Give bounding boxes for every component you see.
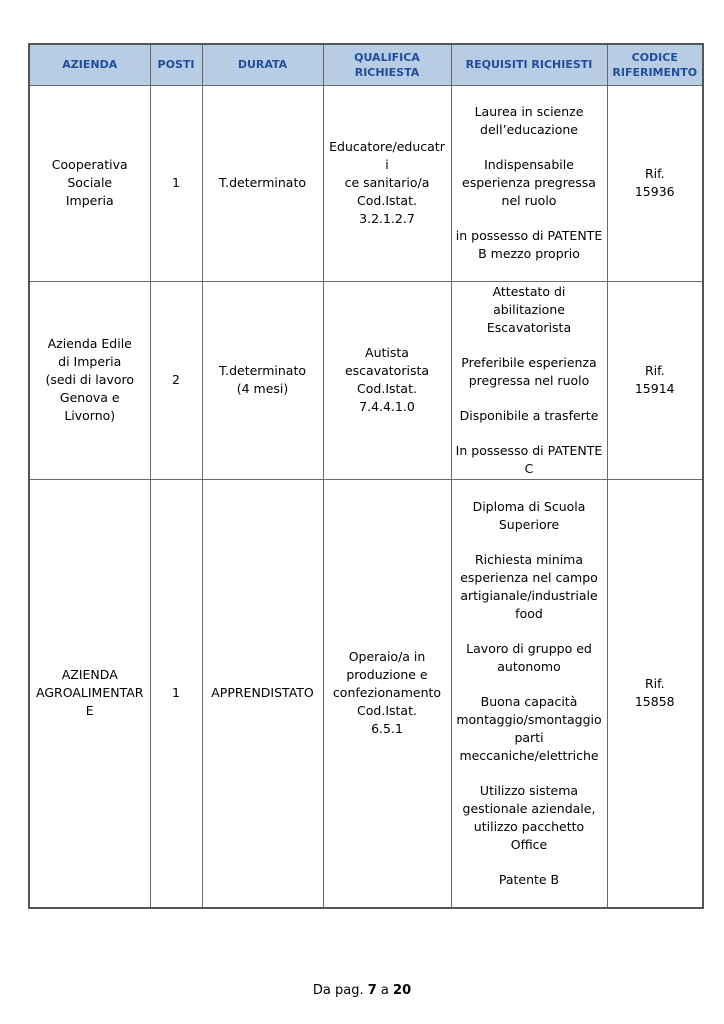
cell-codice: Rif. 15858 [607,479,703,908]
cell-requisiti [451,85,607,281]
table-header-row [29,44,703,85]
header-posti: POSTI [150,44,202,85]
cell-azienda: Cooperativa Sociale Imperia [29,85,150,281]
header-durata: DURATA [202,44,323,85]
requirement-item: Preferibile esperienza pregressa nel ruolo [461,354,597,388]
requirement-item: Utilizzo sistema gestionale aziendale, utilizzo pacchetto Office [462,782,596,852]
cell-codice: Rif. 15936 [607,85,703,281]
cell-azienda: Azienda Edile di Imperia (sedi di lavoro Genova e Livorno) [29,281,150,479]
requirement-item: Richiesta minima esperienza nel campo artigianale/industriale food [460,551,598,621]
footer-prefix: Da pag. [312,983,364,998]
footer-page-number: 7 [367,983,377,998]
cell-qualifica: Autista escavatorista Cod.Istat. 7.4.4.1.0 [323,281,451,479]
header-codice: CODICE RIFERIMENTO [607,44,703,85]
cell-requisiti [451,281,607,479]
requirement-item: in possesso di PATENTE B mezzo proprio [455,228,603,261]
requirement-item: Patente B [498,871,560,887]
cell-qualifica: Operaio/a in produzione e confezionamento Cod.Istat. 6.5.1 [323,479,451,908]
footer-total-pages: 20 [393,983,412,998]
job-offers-table [28,43,704,909]
cell-qualifica: Educatore/educatri ce sanitario/a Cod.Istat. 3.2.1.2.7 [323,85,451,281]
requirement-item: Attestato di abilitazione Escavatorista [486,283,572,335]
cell-durata: T.determinato [202,85,323,281]
cell-posti: 1 [150,85,202,281]
page-footer [0,983,724,998]
requirement-item: Lavoro di gruppo ed autonomo [466,640,592,674]
requirement-item: Diploma di Scuola Superiore [472,498,586,532]
requirement-item: Disponibile a trasferte [459,407,599,423]
cell-durata: T.determinato (4 mesi) [202,281,323,479]
requirement-item: In possesso di PATENTE C [455,442,603,476]
cell-posti: 2 [150,281,202,479]
footer-separator: a [380,983,389,998]
cell-azienda: AZIENDA AGROALIMENTAR E [29,479,150,908]
header-requisiti: REQUISITI RICHIESTI [451,44,607,85]
cell-durata: APPRENDISTATO [202,479,323,908]
cell-codice: Rif. 15914 [607,281,703,479]
requirement-item: Laurea in scienze dell’educazione [474,104,584,137]
cell-requisiti [451,479,607,908]
table-row [29,85,703,281]
header-azienda: AZIENDA [29,44,150,85]
header-qualifica: QUALIFICA RICHIESTA [323,44,451,85]
table-row [29,281,703,479]
requirement-item: Indispensabile esperienza pregressa nel ruolo [462,157,596,208]
requirement-item: Buona capacità montaggio/smontaggio parti meccaniche/elettriche [456,693,602,763]
cell-posti: 1 [150,479,202,908]
table-row [29,479,703,908]
